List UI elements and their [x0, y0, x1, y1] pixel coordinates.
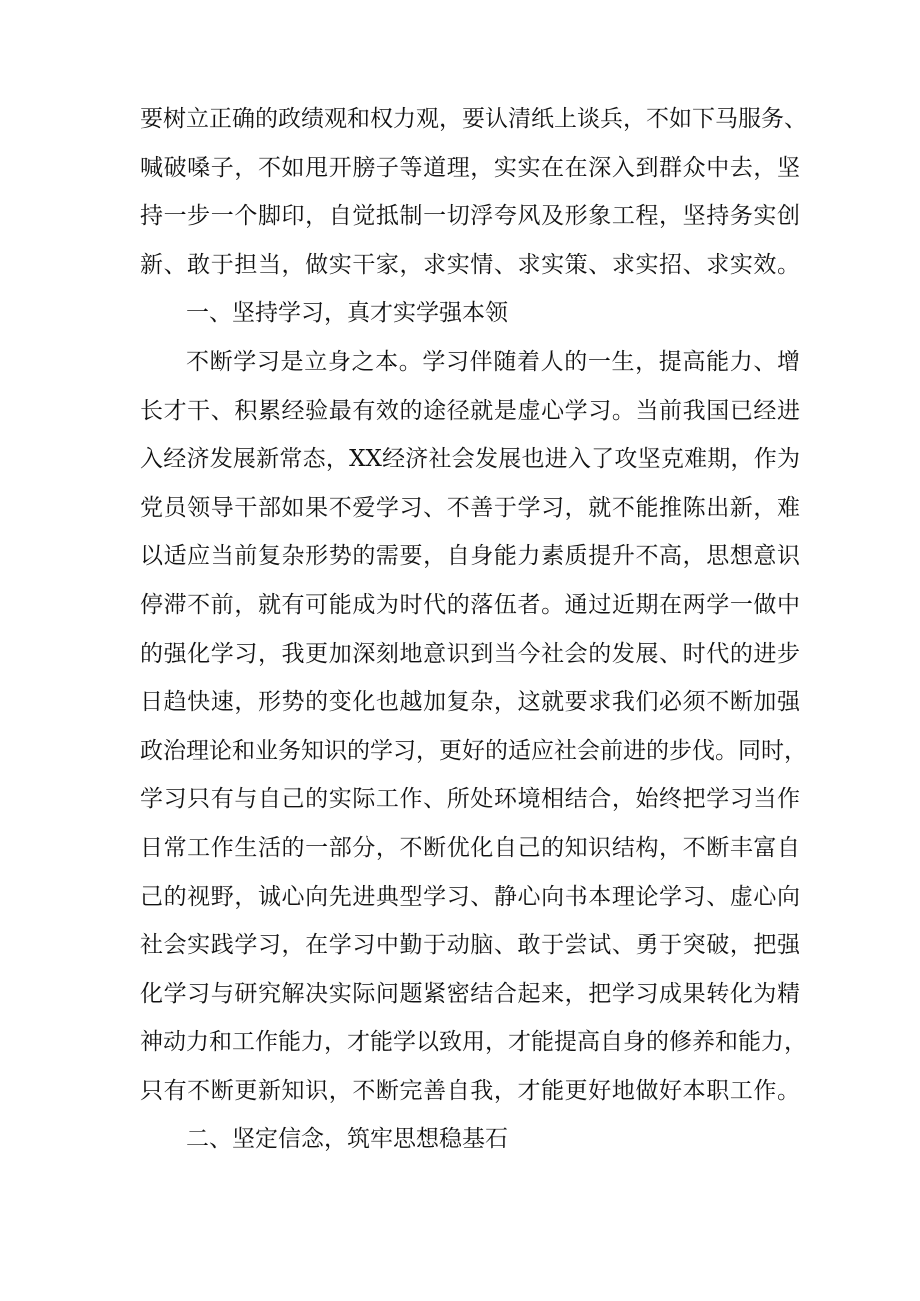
body-line: 入经济发展新常态，XX经济社会发展也进入了攻坚克难期，作为 [140, 446, 800, 473]
body-line: 社会实践学习，在学习中勤于动脑、敢于尝试、勇于突破，把强 [140, 932, 800, 959]
body-line: 要树立正确的政绩观和权力观，要认清纸上谈兵，不如下马服务、 [140, 106, 807, 132]
paragraph-first-line: 不断学习是立身之本。学习伴随着人的一生，提高能力、增 [186, 348, 800, 375]
body-line: 喊破嗓子，不如甩开膀子等道理，实实在在深入到群众中去，坚 [140, 154, 800, 181]
body-line: 政治理论和业务知识的学习，更好的适应社会前进的步伐。同时， [140, 737, 807, 764]
body-line: 化学习与研究解决实际问题紧密结合起来，把学习成果转化为精 [140, 980, 800, 1007]
body-line: 日常工作生活的一部分，不断优化自己的知识结构，不断丰富自 [140, 834, 800, 861]
body-line: 的强化学习，我更加深刻地意识到当今社会的发展、时代的进步 [140, 640, 800, 667]
body-line: 持一步一个脚印，自觉抵制一切浮夸风及形象工程，坚持务实创 [140, 203, 800, 230]
section-heading-2: 二、坚定信念，筑牢思想稳基石 [186, 1126, 508, 1153]
body-line: 只有不断更新知识，不断完善自我，才能更好地做好本职工作。 [140, 1077, 800, 1104]
body-line: 新、敢于担当，做实干家，求实情、求实策、求实招、求实效。 [140, 251, 800, 278]
body-line: 日趋快速，形势的变化也越加复杂，这就要求我们必须不断加强 [140, 689, 800, 716]
section-heading-1: 一、坚持学习，真才实学强本领 [186, 300, 508, 327]
body-line: 长才干、积累经验最有效的途径就是虚心学习。当前我国已经进 [140, 397, 800, 424]
body-line: 以适应当前复杂形势的需要，自身能力素质提升不高，思想意识 [140, 543, 800, 570]
body-line: 神动力和工作能力，才能学以致用，才能提高自身的修养和能力， [140, 1029, 807, 1056]
body-line: 学习只有与自己的实际工作、所处环境相结合，始终把学习当作 [140, 786, 800, 813]
body-line: 党员领导干部如果不爱学习、不善于学习，就不能推陈出新，难 [140, 494, 800, 521]
document-body [140, 95, 807, 1164]
body-line: 停滞不前，就有可能成为时代的落伍者。通过近期在两学一做中 [140, 591, 800, 618]
body-line: 己的视野，诚心向先进典型学习、静心向书本理论学习、虚心向 [140, 883, 800, 910]
